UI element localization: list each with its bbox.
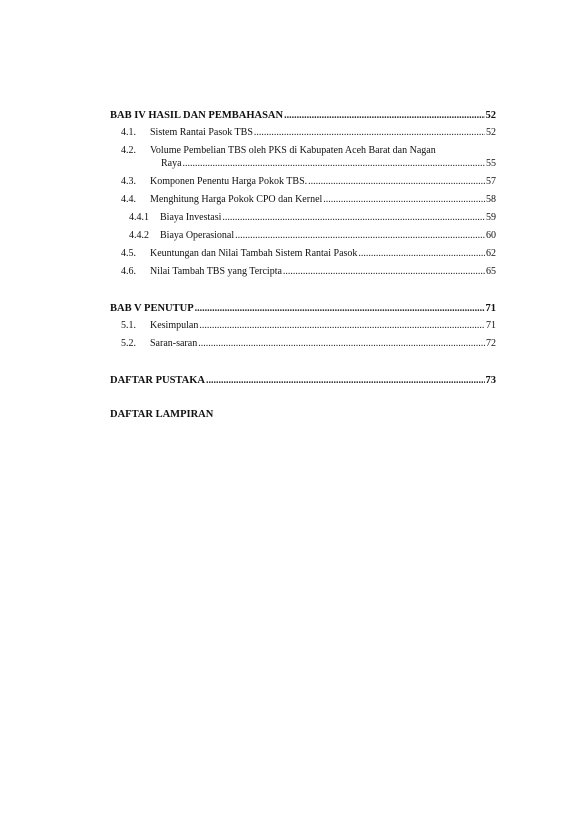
dot-leader <box>183 157 485 170</box>
toc-entry-title: Biaya Investasi <box>160 212 222 223</box>
toc-entry-title: DAFTAR PUSTAKA <box>110 375 205 386</box>
toc-page-number: 55 <box>486 158 496 169</box>
toc-entry-title: Menghitung Harga Pokok CPO dan Kernel <box>150 194 323 205</box>
toc-page-number: 60 <box>486 230 496 241</box>
toc-entry-4-4-1[interactable] <box>110 211 496 224</box>
dot-leader <box>235 229 485 242</box>
toc-entry-4-6[interactable] <box>110 265 496 278</box>
toc-page-number: 62 <box>486 248 496 259</box>
toc-page-number: 52 <box>486 127 496 138</box>
toc-entry-title-line1: Volume Pembelian TBS oleh PKS di Kabupaten Aceh Barat dan Nagan <box>150 145 436 156</box>
toc-entry-number: 4.3. <box>121 176 136 187</box>
dot-leader <box>206 374 485 387</box>
toc-entry-number: 4.2. <box>121 145 136 156</box>
table-of-contents <box>110 109 496 421</box>
toc-chapter-daftar-lampiran[interactable] <box>110 408 496 421</box>
toc-entry-4-1[interactable] <box>110 126 496 139</box>
toc-entry-number: 4.5. <box>121 248 136 259</box>
toc-entry-title: Biaya Operasional <box>160 230 235 241</box>
toc-entry-title: BAB IV HASIL DAN PEMBAHASAN <box>110 110 284 121</box>
toc-entry-4-2[interactable] <box>110 144 496 170</box>
toc-page-number: 65 <box>486 266 496 277</box>
toc-entry-4-4-2[interactable] <box>110 229 496 242</box>
toc-page-number: 72 <box>486 338 496 349</box>
toc-entry-5-2[interactable] <box>110 337 496 350</box>
dot-leader <box>254 126 485 139</box>
toc-page-number: 52 <box>485 110 496 121</box>
toc-entry-4-5[interactable] <box>110 247 496 260</box>
toc-entry-title-line2: Raya <box>161 158 182 169</box>
dot-leader <box>195 302 485 315</box>
toc-entry-title: DAFTAR LAMPIRAN <box>110 409 214 420</box>
toc-entry-number: 4.4.1 <box>129 212 149 223</box>
toc-entry-number: 5.2. <box>121 338 136 349</box>
toc-entry-number: 4.4. <box>121 194 136 205</box>
toc-page-number: 59 <box>486 212 496 223</box>
toc-entry-4-3[interactable] <box>110 175 496 188</box>
toc-chapter-bab-v[interactable] <box>110 302 496 315</box>
toc-entry-number: 4.4.2 <box>129 230 149 241</box>
toc-page-number: 71 <box>485 303 496 314</box>
toc-entry-number: 4.1. <box>121 127 136 138</box>
toc-entry-number: 5.1. <box>121 320 136 331</box>
toc-entry-title: Komponen Penentu Harga Pokok TBS. <box>150 176 308 187</box>
dot-leader <box>283 265 485 278</box>
toc-page-number: 73 <box>485 375 496 386</box>
toc-chapter-daftar-pustaka[interactable] <box>110 374 496 387</box>
dot-leader <box>323 193 485 206</box>
dot-leader <box>199 319 485 332</box>
toc-entry-4-4[interactable] <box>110 193 496 206</box>
toc-entry-title: BAB V PENUTUP <box>110 303 194 314</box>
dot-leader <box>358 247 485 260</box>
toc-entry-number: 4.6. <box>121 266 136 277</box>
toc-page-number: 57 <box>486 176 496 187</box>
toc-entry-title: Sistem Rantai Pasok TBS <box>150 127 253 138</box>
dot-leader <box>222 211 485 224</box>
toc-entry-5-1[interactable] <box>110 319 496 332</box>
toc-chapter-bab-iv[interactable] <box>110 109 496 122</box>
toc-entry-title: Nilai Tambah TBS yang Tercipta <box>150 266 282 277</box>
toc-entry-title: Kesimpulan <box>150 320 199 331</box>
dot-leader <box>284 109 484 122</box>
dot-leader <box>308 175 485 188</box>
dot-leader <box>198 337 485 350</box>
toc-page-number: 71 <box>486 320 496 331</box>
toc-entry-title: Keuntungan dan Nilai Tambah Sistem Rantai Pasok <box>150 248 358 259</box>
toc-entry-title: Saran-saran <box>150 338 198 349</box>
toc-page-number: 58 <box>486 194 496 205</box>
